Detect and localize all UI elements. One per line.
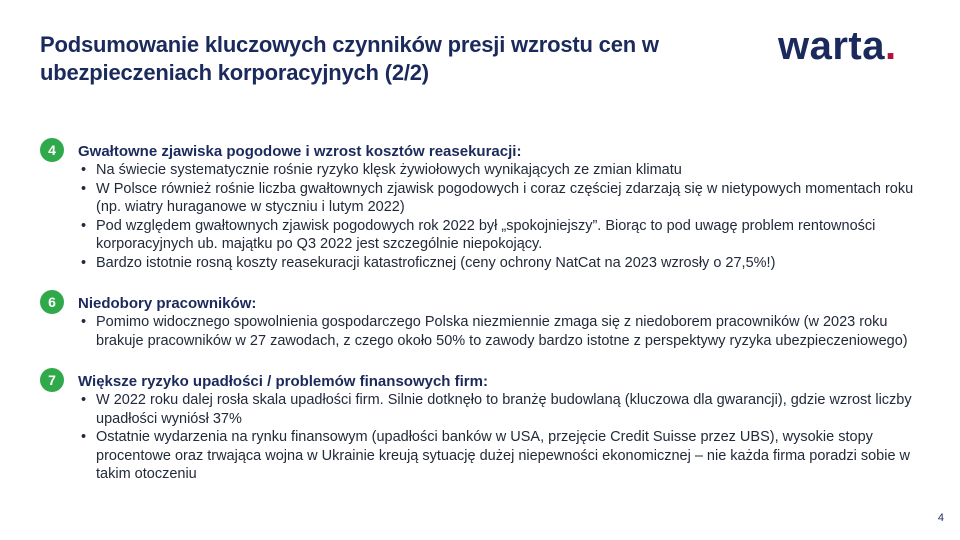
bullet-list — [78, 391, 920, 484]
section-weather — [40, 138, 920, 272]
section-insolvency — [40, 368, 920, 484]
bullet-list — [78, 161, 920, 272]
bullet-item: • Bardzo istotnie rosną koszty reasekuracji katastroficznej (ceny ochrony NatCat na 2023 wzrosły o 27,5%!) — [78, 254, 920, 273]
bullet-list — [78, 313, 920, 350]
section-heading: Niedobory pracowników: — [78, 295, 257, 312]
section-workforce — [40, 290, 920, 350]
bullet-item: • Na świecie systematycznie rośnie ryzyko klęsk żywiołowych wynikających ze zmian klimatu — [78, 161, 920, 180]
section-heading: Większe ryzyko upadłości / problemów finansowych firm: — [78, 373, 488, 390]
section-heading: Gwałtowne zjawiska pogodowe i wzrost kosztów reasekuracji: — [78, 143, 522, 160]
bullet-item: • Pod względem gwałtownych zjawisk pogodowych rok 2022 był „spokojniejszy”. Biorąc to pod uwagę problem rentowności korporacyjnych ub. majątku po Q3 2022 jest szczególnie niepokojący. — [78, 217, 920, 254]
section-number-badge: 7 — [40, 368, 64, 392]
bullet-item: • W 2022 roku dalej rosła skala upadłości firm. Silnie dotknęło to branżę budowlaną (kluczowa dla gwarancji), gdzie wzrost liczby upadłości wyniósł 37% — [78, 391, 920, 428]
page-number: 4 — [937, 512, 944, 524]
bullet-item: • Pomimo widocznego spowolnienia gospodarczego Polska niezmiennie zmaga się z niedoborem pracowników (w 2023 roku brakuje pracowników w 27 zawodach, z czego około 50% to zawody bardzo istotne z perspektywy ryzyka ubezpieczeniowego) — [78, 313, 920, 350]
section-number-badge: 4 — [40, 138, 64, 162]
logo-dot: . — [885, 24, 897, 68]
bullet-item: • W Polsce również rośnie liczba gwałtownych zjawisk pogodowych i coraz częściej zdarzają się w nietypowych momentach roku (np. wiatry huraganowe w styczniu i lutym 2022) — [78, 180, 920, 217]
page-title: Podsumowanie kluczowych czynników presji wzrostu cen w ubezpieczeniach korporacyjnych (2/2) — [40, 32, 659, 85]
section-number-badge: 6 — [40, 290, 64, 314]
logo-text: warta — [778, 24, 885, 68]
bullet-item: • Ostatnie wydarzenia na rynku finansowym (upadłości banków w USA, przejęcie Credit Suisse przez UBS), wysokie stopy procentowe oraz trwająca wojna w Ukrainie kreują sytuację dużej niepewności ekonomicznej – nie każda firma poradzi sobie w takim otoczeniu — [78, 428, 920, 484]
content-sections — [40, 138, 920, 502]
warta-logo — [778, 22, 897, 70]
